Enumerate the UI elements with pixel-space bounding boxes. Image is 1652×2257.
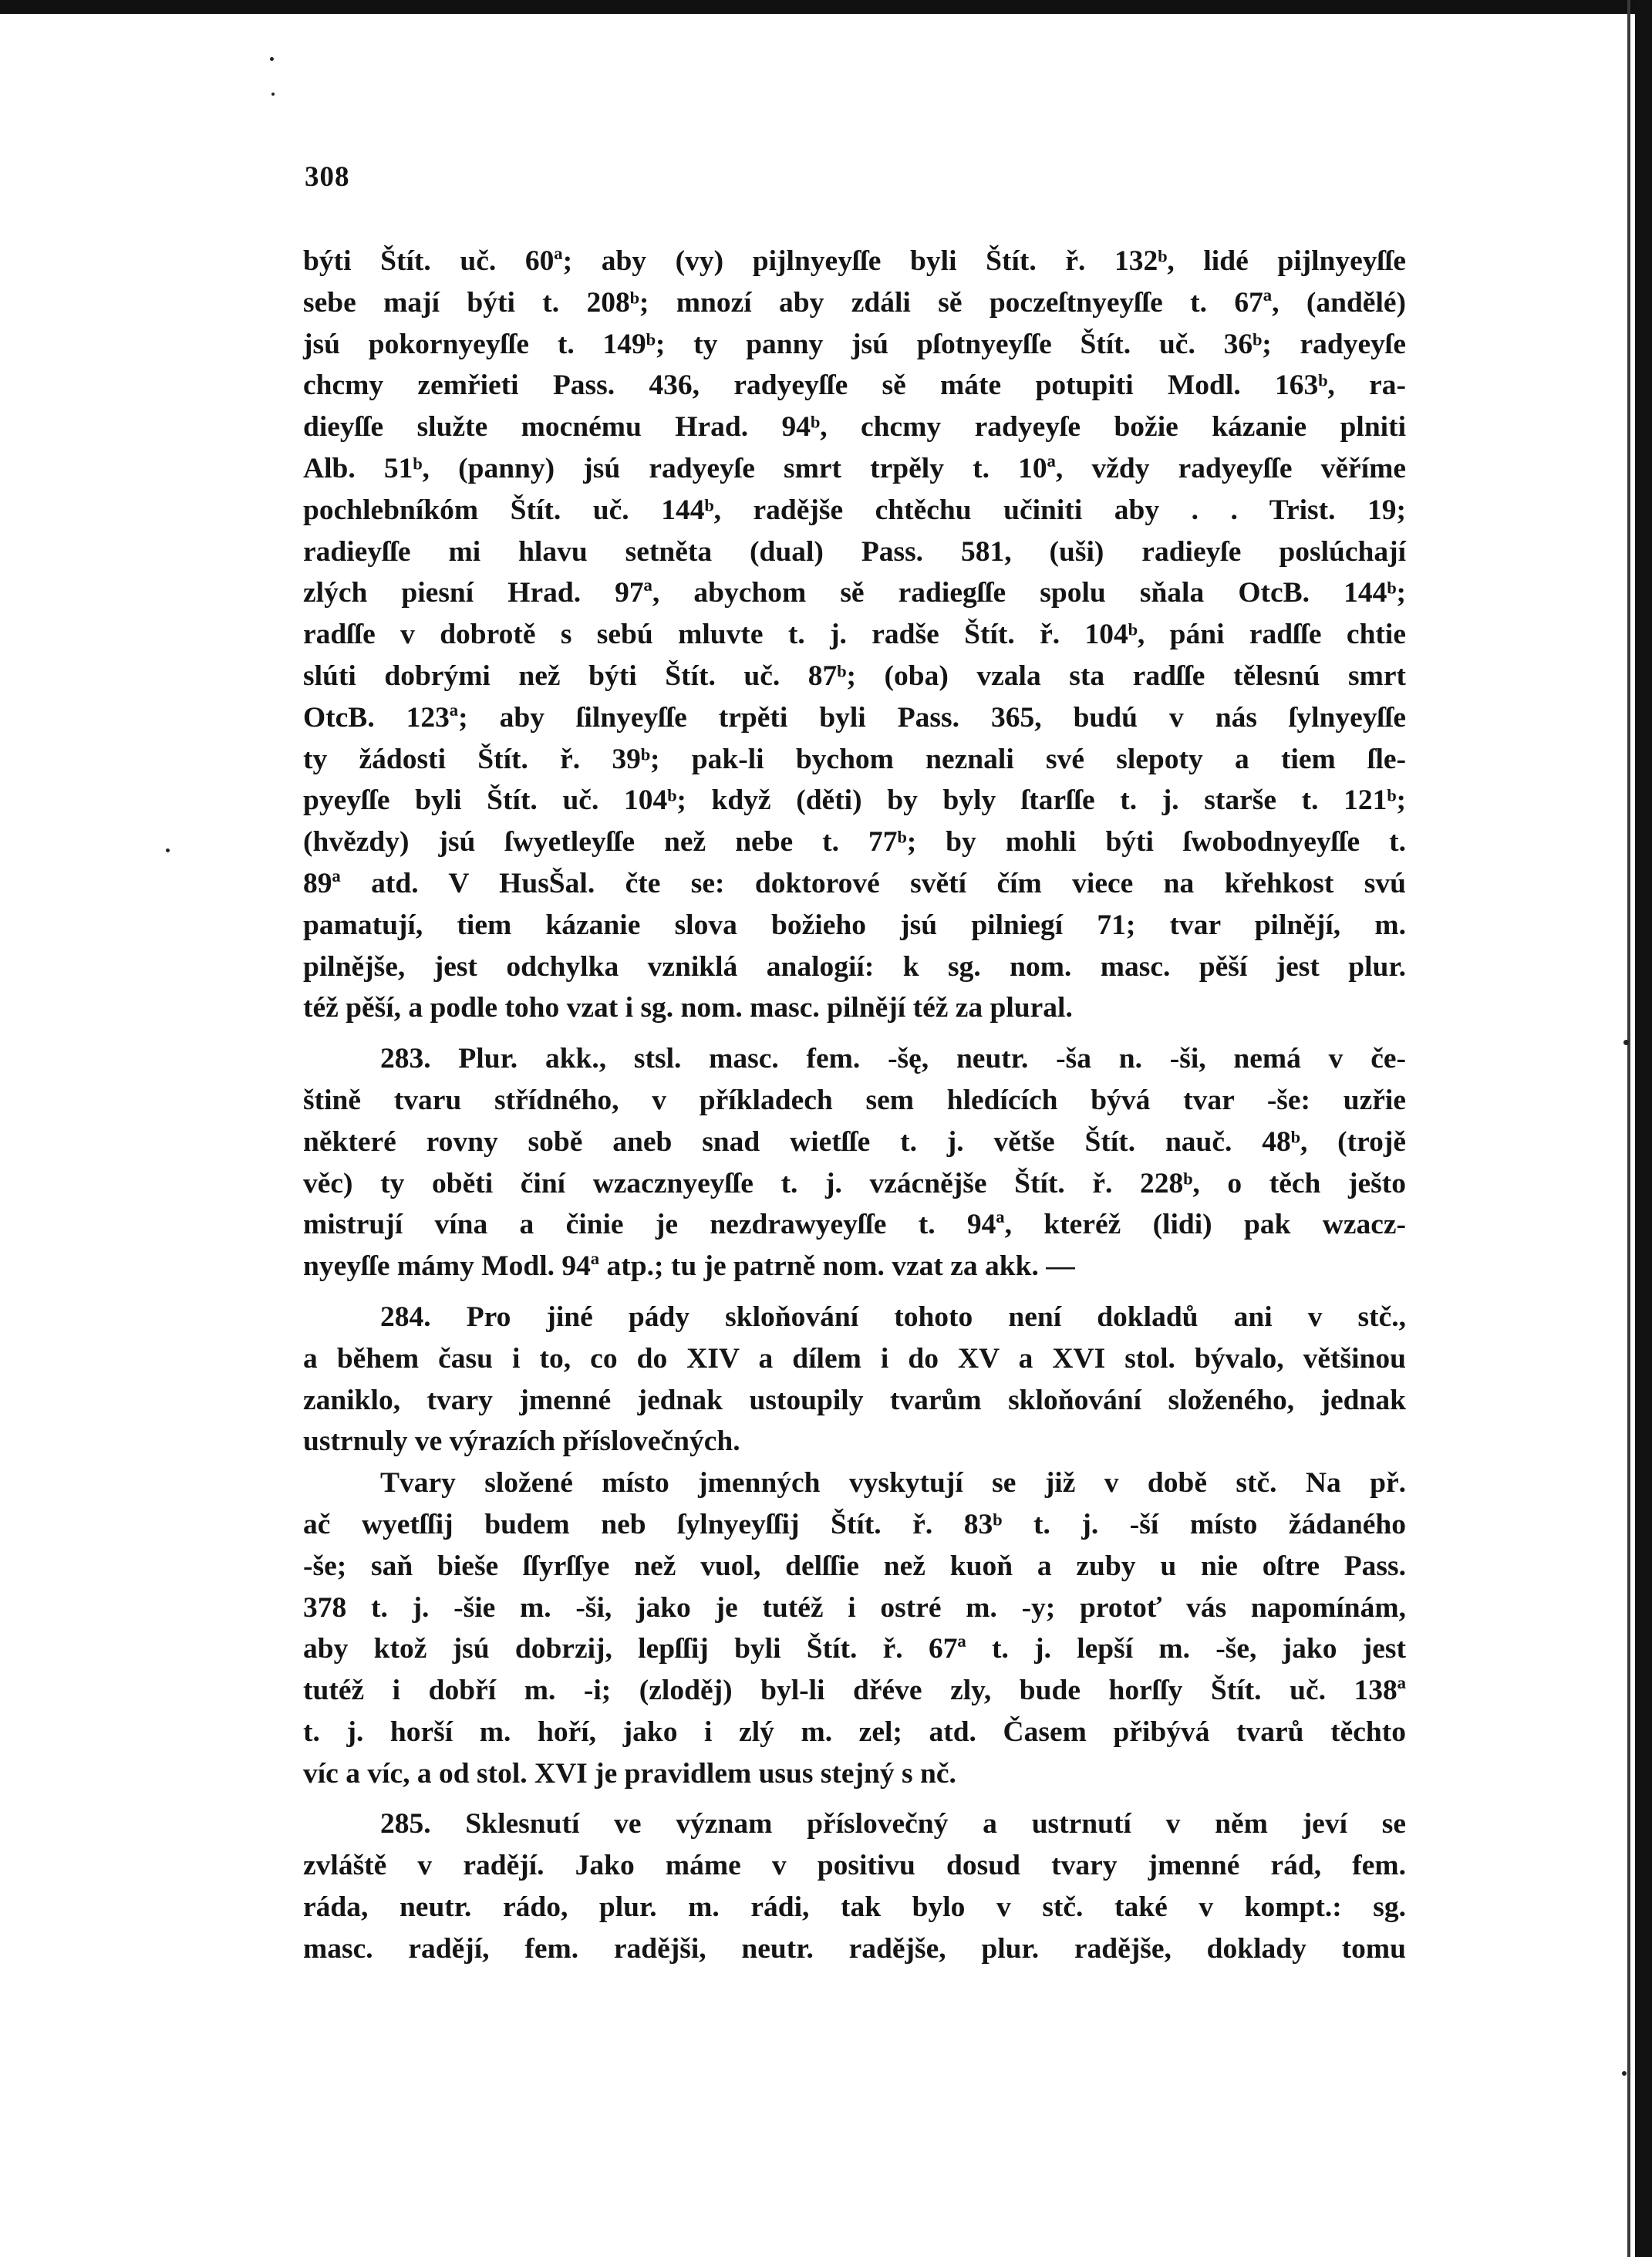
text-line: zvláště v radějí. Jako máme v positivu dosud tvary jmenné rád, fem. — [303, 1850, 1406, 1882]
text-line: radſſe v dobrotě s sebú mluvte t. j. radše Štít. ř. 104ᵇ, páni radſſe chtie — [303, 619, 1406, 651]
text-line: sebe mají býti t. 208ᵇ; mnozí aby zdáli sě poczeſtnyeyſſe t. 67ª, (andělé) — [303, 286, 1406, 319]
dust-speck — [166, 848, 170, 852]
text-line: 378 t. j. -šie m. -ši, jako je tutéž i ostré m. -y; protoť vás napomínám, — [303, 1591, 1406, 1624]
text-line: nyeyſſe mámy Modl. 94ª atp.; tu je patrně nom. vzat za akk. — — [303, 1250, 1075, 1283]
dust-speck — [271, 93, 275, 96]
text-line: tutéž i dobří m. -i; (zloděj) byl-li dřéve zly, bude horſſy Štít. uč. 138ª — [303, 1675, 1406, 1707]
text-line: -še; saň bieše ſſyrſſye než vuol, delſſie než kuoň a zuby u nie oſtre Pass. — [303, 1550, 1406, 1582]
text-line: ty žádosti Štít. ř. 39ᵇ; pak-li bychom neznali své slepoty a tiem ſle- — [303, 743, 1406, 775]
text-line: ustrnuly ve výrazích příslovečných. — [303, 1425, 740, 1458]
text-line: víc a víc, a od stol. XVI je pravidlem usus stejný s nč. — [303, 1757, 956, 1790]
text-line: věc) ty oběti činí wzacznyeyſſe t. j. vzácnějše Štít. ř. 228ᵇ, o těch ješto — [303, 1167, 1406, 1199]
text-line: býti Štít. uč. 60ª; aby (vy) pijlnyeyſſe byli Štít. ř. 132ᵇ, lidé pijlnyeyſſe — [303, 245, 1406, 277]
text-line: zlých piesní Hrad. 97ª, abychom sě radiegſſe spolu sňala OtcB. 144ᵇ; — [303, 577, 1406, 609]
text-line: pilnějše, jest odchylka vzniklá analogií: k sg. nom. masc. pěší jest plur. — [303, 950, 1406, 983]
section-284-start: 284. Pro jiné pády skloňování tohoto není dokladů ani v stč., — [380, 1301, 1406, 1333]
scan-right-rule — [1627, 0, 1630, 2257]
text-line: též pěší, a podle toho vzat i sg. nom. masc. pilnějí též za plural. — [303, 992, 1073, 1024]
text-line: některé rovny sobě aneb snad wietſſe t. j. větše Štít. nauč. 48ᵇ, (trojě — [303, 1125, 1406, 1158]
dust-speck — [270, 57, 274, 61]
text-line: štině tvaru střídného, v příkladech sem hledících bývá tvar -še: uzřie — [303, 1084, 1406, 1116]
text-line: 89ª atd. V HusŠal. čte se: doktorové světí čím viece na křehkost svú — [303, 867, 1406, 899]
text-line: radieyſſe mi hlavu setněta (dual) Pass. 581, (uši) radieyſe poslúchají — [303, 535, 1406, 568]
text-line: (hvězdy) jsú ſwyetleyſſe než nebe t. 77ᵇ; by mohli býti ſwobodnyeyſſe t. — [303, 826, 1406, 859]
text-line: pochlebníkóm Štít. uč. 144ᵇ, radějše chtěchu učiniti aby . . Trist. 19; — [303, 494, 1406, 526]
body-text — [303, 241, 1406, 1970]
scan-top-edge — [0, 0, 1652, 14]
dust-speck — [1622, 2071, 1627, 2076]
text-line: ráda, neutr. rádo, plur. m. rádi, tak bylo v stč. také v kompt.: sg. — [303, 1891, 1406, 1924]
scan-right-edge — [1635, 0, 1652, 2257]
text-line: a během času i to, co do XIV a dílem i do XV a XVI stol. bývalo, většinou — [303, 1342, 1406, 1375]
text-line: t. j. horší m. hoří, jako i zlý m. zel; atd. Časem přibývá tvarů těchto — [303, 1716, 1406, 1748]
text-line: ač wyetſſij budem neb ſylnyeyſſij Štít. ř. 83ᵇ t. j. -ší místo žádaného — [303, 1508, 1406, 1540]
text-line: pamatují, tiem kázanie slova božieho jsú pilniegí 71; tvar pilnějí, m. — [303, 909, 1406, 941]
page-number: 308 — [305, 161, 350, 193]
text-line: OtcB. 123ª; aby ſilnyeyſſe trpěti byli Pass. 365, budú v nás ſylnyeyſſe — [303, 701, 1406, 734]
text-line: chcmy zemřieti Pass. 436, radyeyſſe sě máte potupiti Modl. 163ᵇ, ra- — [303, 369, 1406, 402]
text-line: dieyſſe služte mocnému Hrad. 94ᵇ, chcmy radyeyſe božie kázanie plniti — [303, 411, 1406, 444]
text-line: aby ktož jsú dobrzij, lepſſij byli Štít. ř. 67ª t. j. lepší m. -še, jako jest — [303, 1633, 1406, 1665]
section-285-start: 285. Sklesnutí ve význam příslovečný a ustrnutí v něm jeví se — [380, 1808, 1406, 1840]
dust-speck — [1623, 1040, 1629, 1045]
text-line: zaniklo, tvary jmenné jednak ustoupily tvarům skloňování složeného, jednak — [303, 1384, 1406, 1416]
text-line: pyeyſſe byli Štít. uč. 104ᵇ; když (děti) by byly ſtarſſe t. j. starše t. 121ᵇ; — [303, 784, 1406, 817]
paragraph-start: Tvary složené místo jmenných vyskytují se již v době stč. Na př. — [380, 1467, 1406, 1500]
text-line: mistrují vína a činie je nezdrawyeyſſe t. 94ª, kteréž (lidi) pak wzacz- — [303, 1209, 1406, 1241]
text-line: masc. radějí, fem. radějši, neutr. radějše, plur. radějše, doklady tomu — [303, 1932, 1406, 1965]
section-283-start: 283. Plur. akk., stsl. masc. fem. -šę, neutr. -ša n. -ši, nemá v če- — [380, 1043, 1406, 1075]
text-line: Alb. 51ᵇ, (panny) jsú radyeyſe smrt trpěly t. 10ª, vždy radyeyſſe věříme — [303, 452, 1406, 484]
text-line: slúti dobrými než býti Štít. uč. 87ᵇ; (oba) vzala sta radſſe tělesnú smrt — [303, 660, 1406, 692]
text-line: jsú pokornyeyſſe t. 149ᵇ; ty panny jsú pſotnyeyſſe Štít. uč. 36ᵇ; radyeyſe — [303, 328, 1406, 360]
